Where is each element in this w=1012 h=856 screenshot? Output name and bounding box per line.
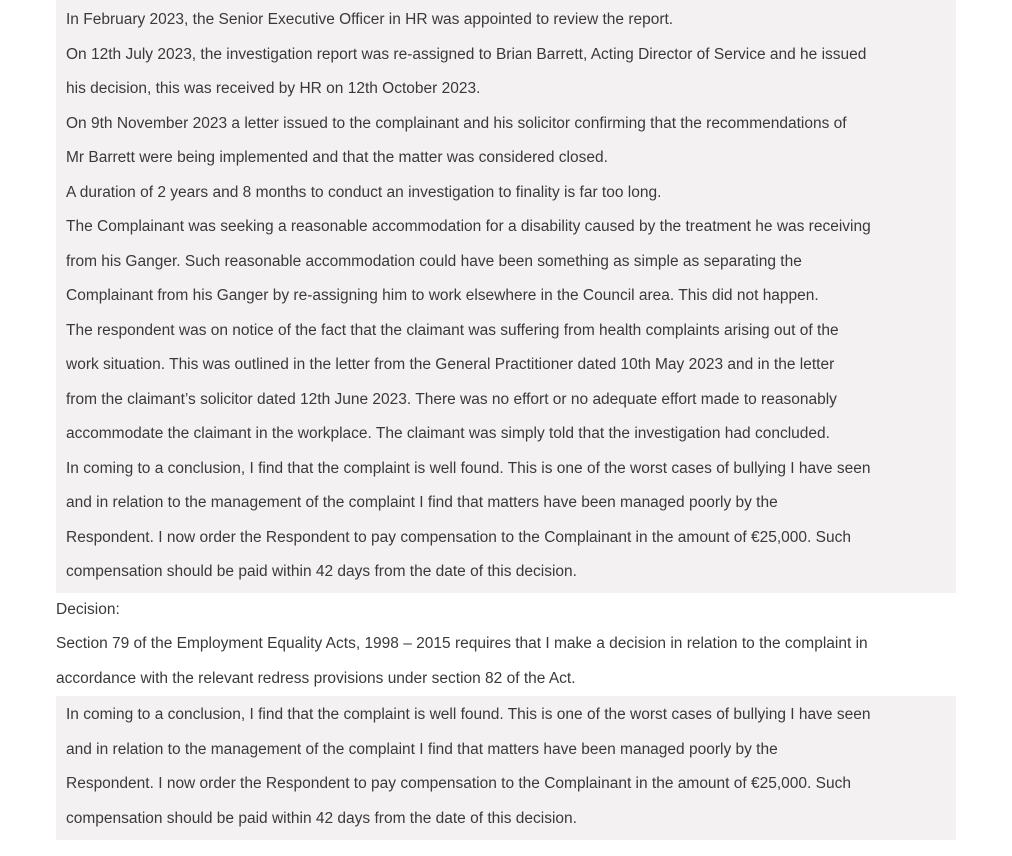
text-line: The Complainant was seeking a reasonable accommodation for a disability caused by the treatment he was receiving bbox=[66, 218, 871, 235]
text-line: Respondent. I now order the Respondent to pay compensation to the Complainant in the amount of €25,000. Such bbox=[66, 528, 851, 546]
text-line: compensation should be paid within 42 days from the date of this decision. bbox=[66, 563, 577, 580]
text-line: compensation should be paid within 42 days from the date of this decision. bbox=[66, 809, 577, 827]
text-line: Respondent. I now order the Respondent to pay compensation to the Complainant in the amount of €25,000. Such bbox=[66, 775, 851, 792]
text-line: Mr Barrett were being implemented and that the matter was considered closed. bbox=[66, 149, 608, 166]
text-line: and in relation to the management of the complaint I find that matters have been managed poorly by the bbox=[66, 494, 778, 511]
text-line: On 12th July 2023, the investigation report was re-assigned to Brian Barrett, Acting Director of Service and he issued bbox=[66, 45, 867, 63]
text-line: work situation. This was outlined in the letter from the General Practitioner dated 10th May 2023 and in the letter bbox=[66, 356, 835, 373]
text-line: Complainant from his Ganger by re-assigning him to work elsewhere in the Council area. This did not happen. bbox=[66, 287, 819, 304]
text-line: The respondent was on notice of the fact that the claimant was suffering from health complaints arising out of the bbox=[66, 321, 839, 339]
text-line: A duration of 2 years and 8 months to conduct an investigation to finality is far too long. bbox=[66, 183, 662, 201]
text-line: his decision, this was received by HR on 12th October 2023. bbox=[66, 80, 481, 97]
text-line: In February 2023, the Senior Executive Officer in HR was appointed to review the report. bbox=[66, 11, 674, 28]
document-body bbox=[56, 0, 956, 840]
decision-section bbox=[56, 593, 956, 697]
text-line: accommodate the claimant in the workplace. The claimant was simply told that the investigation had concluded. bbox=[66, 425, 830, 442]
decision-heading: Decision: bbox=[56, 600, 120, 618]
text-line: and in relation to the management of the complaint I find that matters have been managed poorly by the bbox=[66, 740, 778, 758]
text-line: In coming to a conclusion, I find that the complaint is well found. This is one of the worst cases of bullying I have seen bbox=[66, 459, 871, 477]
text-line: from the claimant’s solicitor dated 12th June 2023. There was no effort or no adequate effort made to reasonably bbox=[66, 390, 837, 408]
text-line: accordance with the relevant redress provisions under section 82 of the Act. bbox=[56, 669, 576, 687]
text-line: from his Ganger. Such reasonable accommodation could have been something as simple as separating the bbox=[66, 252, 802, 270]
text-line: On 9th November 2023 a letter issued to the complainant and his solicitor confirming that the recommendations of bbox=[66, 114, 847, 132]
text-line: Section 79 of the Employment Equality Acts, 1998 – 2015 requires that I make a decision in relation to the complaint in bbox=[56, 635, 868, 652]
text-line: In coming to a conclusion, I find that the complaint is well found. This is one of the worst cases of bullying I have seen bbox=[66, 706, 871, 723]
quoted-decision-block bbox=[56, 696, 956, 840]
quoted-findings-block bbox=[56, 0, 956, 593]
